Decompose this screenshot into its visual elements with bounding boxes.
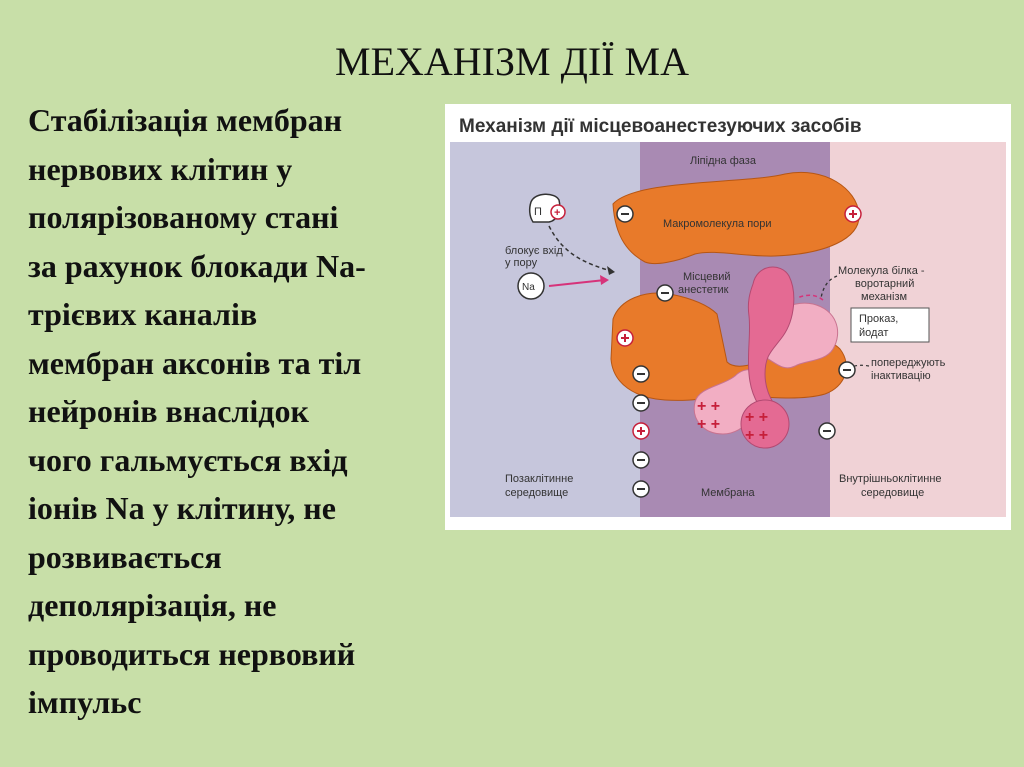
intracellular-label-2: середовище [861, 487, 925, 499]
lipid-phase-label: Ліпідна фаза [690, 155, 756, 167]
slide-title: МЕХАНІЗМ ДІЇ МА [335, 39, 689, 84]
local-anesthetic-label-2: анестетик [678, 284, 729, 296]
prevent-label-2: інактивацію [871, 370, 931, 382]
pore-macromolecule-label: Макромолекула пори [663, 218, 772, 230]
extracellular-label-1: Позаклітинне [505, 473, 574, 485]
slide-body-text: Стабілізація мембран нервових клітин у полярізованому стані за рахунок блокади Na- трієвих каналів мембран аксонів та тіл нейронів внаслідок чого гальмується вхід іонів Na у клітину, не розвивається деполярізація, не проводиться нервовий імпульс [28, 102, 366, 720]
p-ion-label: П [534, 206, 542, 218]
plus-cluster-right: + + [745, 409, 769, 426]
blocks-label-1: блокує вхід [505, 245, 563, 257]
prokaz-label-1: Проказ, [859, 313, 899, 325]
plus-cluster-left-2: + + [697, 416, 721, 433]
na-ion-label: Na [522, 282, 535, 293]
plus-cluster-left: + + [697, 398, 721, 415]
extracellular-label-2: середовище [505, 487, 569, 499]
protein-label-3: механізм [861, 291, 908, 303]
plus-cluster-right-2: + + [745, 427, 769, 444]
membrane-label: Мембрана [701, 487, 755, 499]
diagram-header: Механізм дії місцевоанестезуючих засобів [459, 116, 862, 137]
blocks-label-2: у пору [505, 257, 538, 269]
protein-label-1: Молекула білка - [838, 265, 925, 277]
mechanism-diagram [445, 104, 1011, 530]
prevent-label-1: попереджують [871, 357, 946, 369]
local-anesthetic-label-1: Місцевий [683, 271, 731, 283]
protein-label-2: воротарний [855, 278, 915, 290]
intracellular-label-1: Внутрішньоклітинне [839, 473, 942, 485]
p-ion-plus: + [554, 207, 561, 219]
prokaz-label-2: йодат [859, 327, 889, 339]
